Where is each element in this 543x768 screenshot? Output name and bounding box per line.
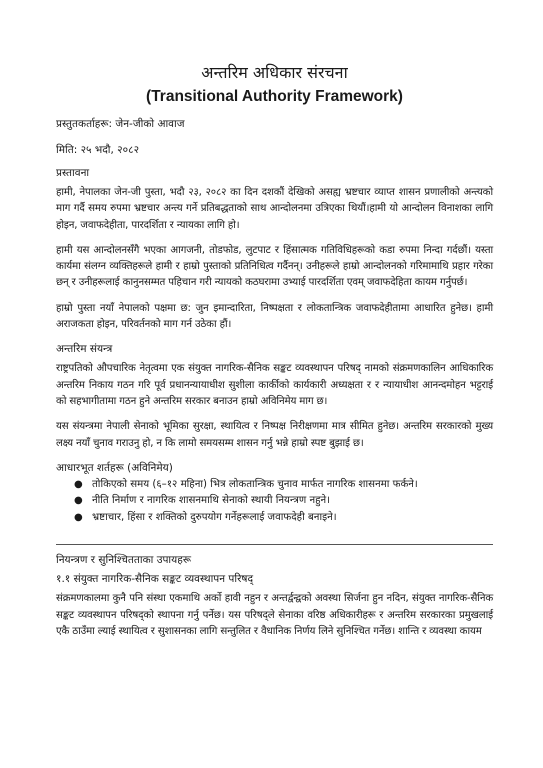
bullet-icon: ● [74, 495, 83, 507]
preamble-paragraph-3: हाम्रो पुस्ता नयाँ नेपालको पक्षमा छ: जुन इमान्दारिता, निष्पक्षता र लोकतान्त्रिक जवाफदेहीतामा आधारित हुनेछ। हामी अराजकता होइन, परिवर्तनको माग गर्न उठेका हौं। [56, 302, 493, 331]
list-item [74, 493, 493, 510]
preamble-paragraph-1: हामी, नेपालका जेन-जी पुस्ता, भदौ २३, २०८२ का दिन दशकौं देखिको असह्य भ्रष्टचार व्याप्त शासन प्रणालीको अन्त्यको माग गर्दै समय रुपमा भ्रष्टचार अन्त्य गर्ने प्रतिबद्धताको साथ आन्दोलनमा उत्रिएका थियौं।हामी यो आन्दोलन विनाशका लागि होइन, जवाफदेहीता, पारदर्शिता र न्यायका लागि हो। [56, 187, 493, 231]
list-item [74, 510, 493, 527]
principles-list [56, 477, 493, 527]
bullet-icon: ● [74, 511, 83, 523]
controls-heading: नियन्त्रण र सुनिश्चितताका उपायहरू [56, 554, 191, 567]
controls-subheading: १.१ संयुक्त नागरिक-सैनिक सङ्कट व्यवस्थापन परिषद् [56, 573, 254, 586]
date-line: मिति: २५ भदौ, २०८२ [56, 144, 140, 156]
preamble-paragraph-2: हामी यस आन्दोलनसँगै भएका आगजनी, तोडफोड, लुटपाट र हिंसात्मक गतिविधिहरूको कडा रुपमा निन्दा गर्दछौं। यस्ता कार्यमा संलग्न व्यक्तिहरूले हामी र हाम्रो पुस्ताको प्रतिनिधित्व गर्दैनन्। उनीहरूले हाम्रो आन्दोलनको गरिमामाथि प्रहार गरेका छन् र उनीहरूलाई कानुनसम्मत पहिचान गरी न्यायको कठघरामा उभ्याई पारदर्शिता एवम् जवाफदेहिता कायम गर्नुपर्छ। [56, 244, 493, 289]
principles-heading: आधारभूत शर्तहरू (अविनिमेय) [56, 461, 173, 474]
interim-structure-paragraph-1: राष्ट्रपतिको औपचारिक नेतृत्वमा एक संयुक्त नागरिक-सैनिक सङ्कट व्यवस्थापन परिषद् नामको संक्रमणकालिन आधिकारिक अन्तरिम निकाय गठन गरि पूर्व प्रधानन्यायाधीश सुशीला कार्कीको कार्यकारी अध्यक्षता र र न्यायाधीश आनन्दमोहन भट्टराई को सहभागीतामा गठन हुने अन्तरिम सरकार बनाउन हाम्रो अविनिमेय माग छ। [56, 363, 493, 407]
bullet-icon: ● [74, 478, 83, 490]
interim-structure-paragraph-2: यस संयन्त्रमा नेपाली सेनाको भूमिका सुरक्षा, स्थायित्व र निष्पक्ष निरीक्षणमा मात्र सीमित हुनेछ। अन्तरिम सरकारको मुख्य लक्ष्य नयाँ चुनाव गराउनु हो, न कि लामो समयसम्म शासन गर्नु भन्ने हाम्रो स्पष्ट बुझाई छ। [56, 421, 493, 449]
section-divider [56, 544, 493, 545]
principle-text: भ्रष्टाचार, हिंसा र शक्तिको दुरुपयोग गर्नेहरूलाई जवाफदेही बनाइने। [92, 511, 337, 523]
title-english: (Transitional Authority Framework) [146, 88, 403, 105]
author-line: प्रस्तुतकर्ताहरू: जेन-जीको आवाज [56, 118, 185, 130]
interim-structure-heading: अन्तरिम संयन्त्र [56, 343, 113, 356]
preamble-heading: प्रस्तावना [56, 167, 90, 179]
principle-text: तोकिएको समय (६–१२ महिना) भित्र लोकतान्त्रिक चुनाव मार्फत नागरिक शासनमा फर्कने। [92, 478, 418, 490]
title-nepali: अन्तरिम अधिकार संरचना [201, 63, 348, 82]
controls-paragraph: संक्रमणकालमा कुनै पनि संस्था एकमाथि अर्को हावी नहुन र अन्तर्द्वन्द्वको अवस्था सिर्जना हुन नदिन, संयुक्त नागरिक-सैनिक सङ्कट व्यवस्थापन परिषद्को स्थापना गर्नु पर्नेछ। यस परिषद्ले सेनाका वरिष्ठ अधिकारीहरू र अन्तरिम सरकारका प्रमुखलाई एकै ठाउँमा ल्याई स्थायित्व र सुशासनका लागि सन्तुलित र वैधानिक निर्णय लिने सुनिश्चित गर्नेछ। शान्ति र व्यवस्था कायम [56, 593, 493, 637]
list-item [74, 477, 493, 494]
principle-text: नीति निर्माण र नागरिक शासनमाथि सेनाको स्थायी नियन्त्रण नहुने। [92, 495, 331, 507]
